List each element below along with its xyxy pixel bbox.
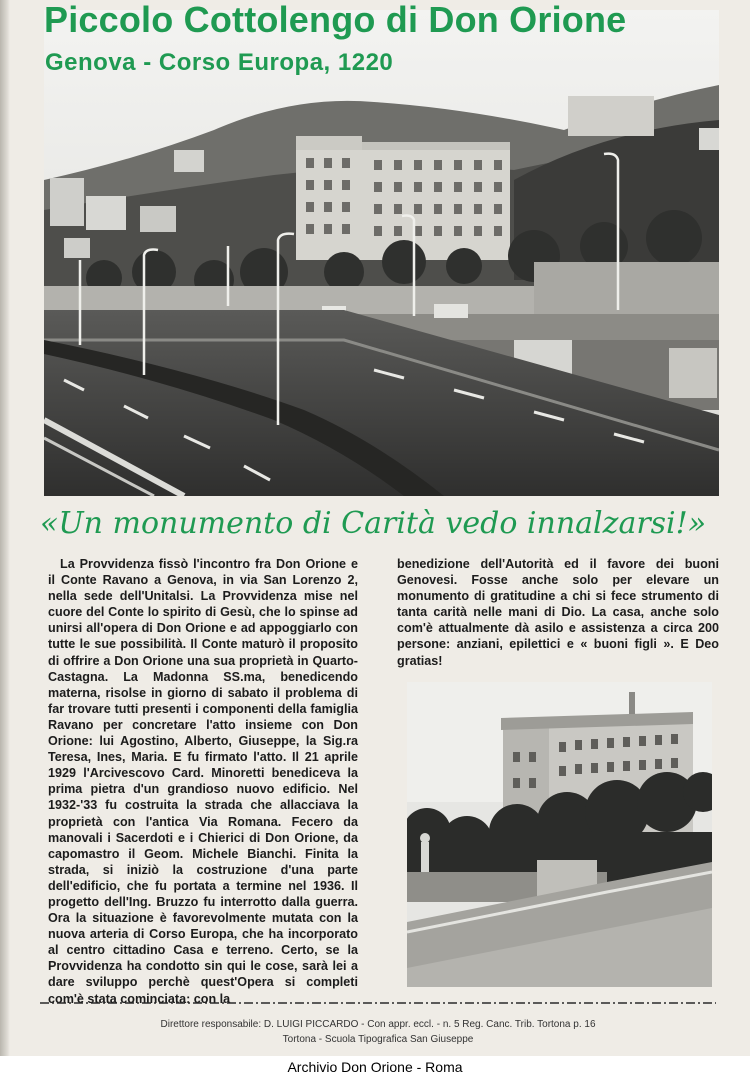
decorative-rule <box>40 1000 716 1006</box>
article-right-column: benedizione dell'Autorità ed il favore dei buoni Genovesi. Fosse anche solo per elevare un monumento di gratitudine a chi si fece strumento di tanta carità nelle mani di Dio. La casa, anche solo com'è attualmente dà asilo e assistenza a circa 200 persone: anziani, epilettici e « buoni figli ». E Deo gratias! <box>397 557 719 668</box>
building-photo <box>407 682 712 987</box>
quote-headline: «Un monumento di Carità vedo innalzarsi!» <box>40 506 707 541</box>
page-binding-shadow <box>0 0 10 1078</box>
article-left-column: La Provvidenza fissò l'incontro fra Don Orione e il Conte Ravano a Genova, in via San Lorenzo 2, nella sede dell'Unitalsi. La Provvidenza mise nel cuore del Conte lo spirito di Gesù, che lo spinse ad unirsi all'opera di Don Orione e ad appoggiarlo con tutte le sue possibilità. Il Conte maturò il proposito di offrire a Don Orione una sua proprietà in Quarto-Castagna. La Madonna SS.ma, benedicendo materna, risolse in giorno di sabato il problema di far trovare tutti presenti i componenti della famiglia Ravano per concretare l'atto insieme con Don Orione: lui Agostino, Alberto, Giuseppe, la Sig.ra Teresa, Ines, Maria. E fu firmato l'atto. Il 21 aprile 1929 l'Arcivescovo Card. Minoretti benediceva la prima pietra d'un grandioso nuovo edificio. Nel 1932-'33 fu costruita la strada che allacciava la proprietà con l'antica Via Romana. Fecero da manovali i Sacerdoti e i Chierici di Don Orione, da capomastro il Geom. Michele Bianchi. Finita la strada, si iniziò la costruzione d'una parte dell'edificio, che fu portata a termine nel 1936. Il progetto dell'Ing. Bruzzo fu interrotto dalla guerra. Ora la situazione è favorevolmente mutata con la nuova arteria di Corso Europa, che ha incorporato al centro cittadino Casa e terreno. Certo, se la Provvidenza ha condotto sin qui le cose, sarà lei a dare sviluppo perchè quest'Opera si completi com'è stata cominciata: con la <box>48 557 358 1006</box>
main-photo-corso-europa <box>44 10 719 496</box>
page-title: Piccolo Cottolengo di Don Orione <box>44 0 627 40</box>
footer-printer: Tortona - Scuola Tipografica San Giuseppe <box>282 1034 474 1045</box>
page-subtitle: Genova - Corso Europa, 1220 <box>45 49 394 76</box>
archive-watermark-label: Archivio Don Orione - Roma <box>0 1056 750 1078</box>
footer-credits: Direttore responsabile: D. LUIGI PICCARDO - Con appr. eccl. - n. 5 Reg. Canc. Trib. Tortona p. 16 <box>160 1019 596 1030</box>
